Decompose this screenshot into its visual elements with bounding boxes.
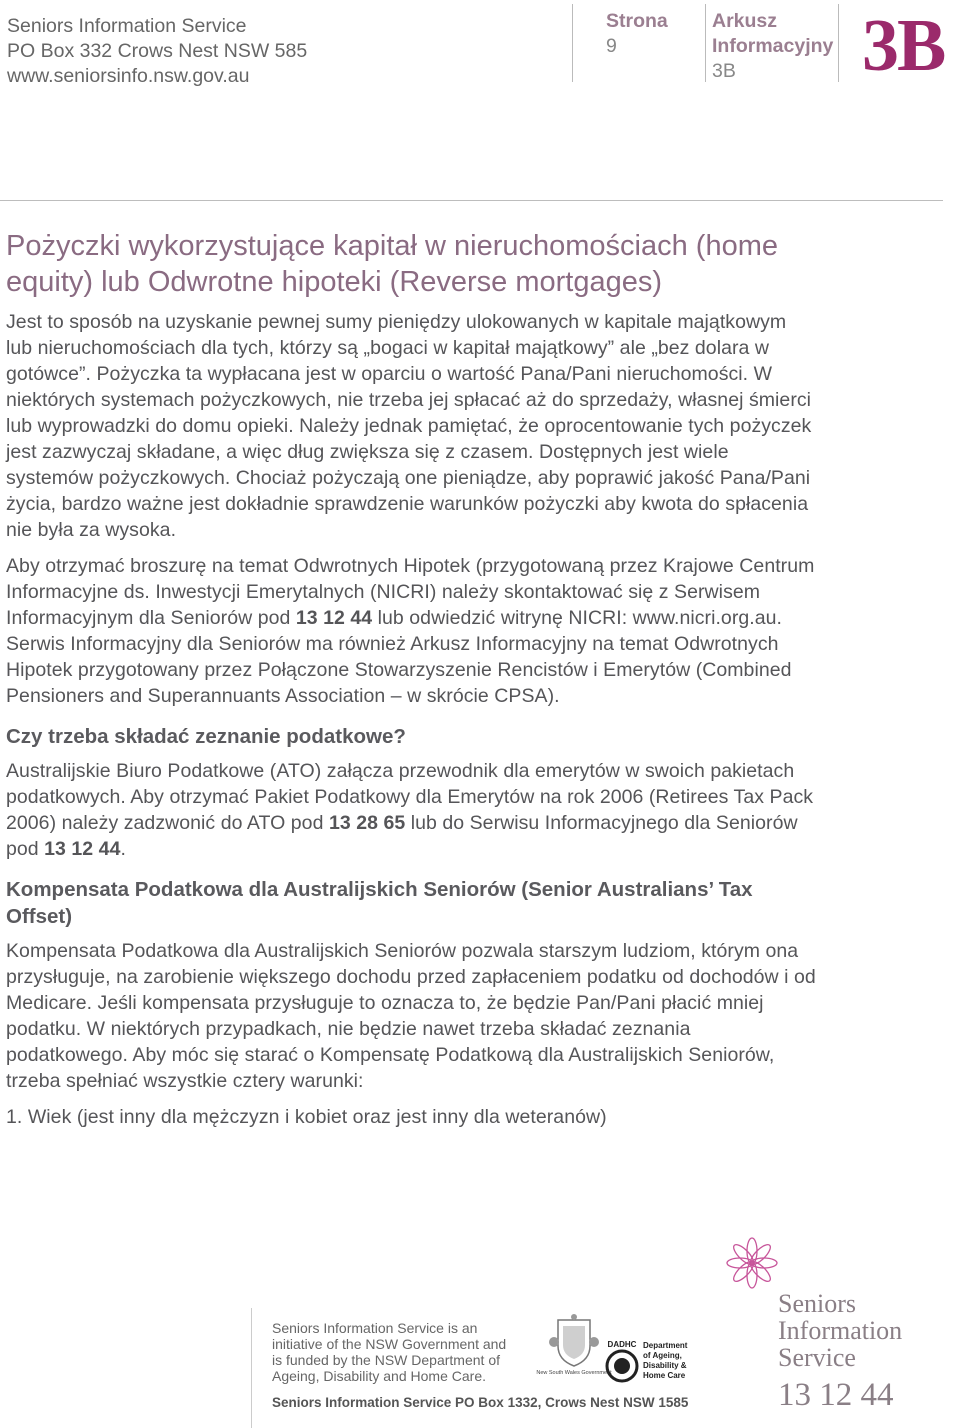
dadhc-name: Department of Ageing, Disability & Home Care [643, 1341, 688, 1380]
sheet-label-2: Informacyjny [712, 35, 834, 57]
header-organization [7, 14, 307, 89]
sheet-block [712, 9, 833, 84]
heading-tax-offset: Kompensata Podatkowa dla Australijskich Seniorów (Senior Australians’ Tax Offset) [6, 878, 753, 928]
sheet-code-large: 3B [862, 5, 945, 87]
header-divider-2 [705, 4, 706, 82]
paragraph-reverse-mortgage: Jest to sposób na uzyskanie pewnej sumy pieniędzy ulokowanych w kapitale majątkowym lub nieruchomościach dla tych, którzy są „bogaci w kapitał majątkowy” ale „bez dolara w gotówce”. Pożyczka ta wypłacana jest w oparciu o wartość Pana/Pani nieruchomości. W niektórych systemach pożyczkowych, nie trzeba jej spłacać aż do sprzedaży, własnej śmierci lub wyprowadzki do domu opieki. Należy jednak pamiętać, że oprocentowanie tych pożyczek jest zazwyczaj składane, a więc dług zwiększa się z czasem. Dostępnych jest wiele systemów pożyczkowych. Chociaż pożyczają one pieniądze, aby poprawić jakość Pana/Pani życia, bardzo ważne jest dokładnie sprawdzenie warunków pożyczki aby kwota do spłacenia nie była za wysoka. [6, 311, 812, 541]
org-name: Seniors Information Service [7, 15, 247, 37]
sis-logo: Seniors Information Service 13 12 44 [778, 1289, 903, 1413]
flower-icon [722, 1233, 782, 1293]
paragraph-tax-offset: Kompensata Podatkowa dla Australijskich Seniorów pozwala starszym ludziom, którym ona przysługuje, na zarobienie większego dochodu przed zapłaceniem podatku od dochodów i od Medicare. Jeśli kompensata przysługuje to oznacza to, że będzie Pan/Pani płacić mniej podatku. W niektórych przypadkach, nie będzie nawet trzeba składać zeznania podatkowego. Aby móc się starać o Kompensatę Podatkową dla Australijskich Seniorów, trzeba spełniać wszystkie cztery warunki: [6, 940, 816, 1092]
phone-number: 13 12 44 [295, 607, 373, 629]
dadhc-acronym: DADHC [607, 1340, 637, 1349]
sheet-code: 3B [712, 60, 736, 82]
page-number-block [606, 9, 668, 59]
phone-number-ato: 13 28 65 [328, 812, 406, 834]
nsw-government-logo [536, 1312, 612, 1382]
header-divider-3 [838, 4, 839, 82]
main-content [6, 228, 816, 1140]
header-divider-1 [572, 4, 573, 82]
page-label: Strona [606, 10, 668, 32]
nsw-caption: New South Wales Government [536, 1370, 612, 1376]
page-number: 9 [606, 35, 617, 57]
org-address: PO Box 332 Crows Nest NSW 585 [7, 40, 308, 62]
sis-logo-phone: 13 12 44 [778, 1377, 894, 1413]
paragraph-ato: Australijskie Biuro Podatkowe (ATO) załącza przewodnik dla emerytów w swoich pakietach podatkowych. Aby otrzymać Pakiet Podatkowy dla Emerytów na rok 2006 (Retirees Tax Pack 2006) należy zadzwonić do ATO pod 13 28 65 lub do Serwisu Informacyjnego dla Seniorów pod 13 12 44. [6, 760, 814, 860]
sheet-label-1: Arkusz [712, 10, 778, 32]
page-title: Pożyczki wykorzystujące kapitał w nieruchomościach (home equity) lub Odwrotne hipoteki (Reverse mortgages) [6, 230, 779, 298]
list-item: 1. Wiek (jest inny dla mężczyzn i kobiet oraz jest inny dla weteranów) [6, 1106, 607, 1128]
footer-initiative: Seniors Information Service is an initiative of the NSW Government and is funded by the NSW Department of Ageing, Disability and Home Care. [272, 1320, 507, 1384]
header-rule [0, 200, 943, 201]
phone-number-sis: 13 12 44 [44, 838, 121, 860]
heading-tax-return: Czy trzeba składać zeznanie podatkowe? [6, 725, 406, 748]
footer-address: Seniors Information Service PO Box 1332, Crows Nest NSW 1585 [272, 1395, 689, 1410]
org-website: www.seniorsinfo.nsw.gov.au [7, 65, 250, 87]
dadhc-logo [603, 1338, 641, 1384]
paragraph-brochure: Aby otrzymać broszurę na temat Odwrotnych Hipotek (przygotowaną przez Krajowe Centrum Informacyjne ds. Inwestycji Emerytalnych (NICRI) należy skontaktować się z Serwisem Informacyjnym dla Seniorów pod 13 12 44 lub odwiedzić witrynę NICRI: www.nicri.org.au. Serwis Informacyjny dla Seniorów ma również Arkusz Informacyjny na temat Odwrotnych Hipotek przygotowany przez Połączone Stowarzyszenie Rencistów i Emerytów (Combined Pensioners and Superannuants Association – w skrócie CPSA). [6, 555, 815, 707]
footer-divider [251, 1308, 252, 1428]
